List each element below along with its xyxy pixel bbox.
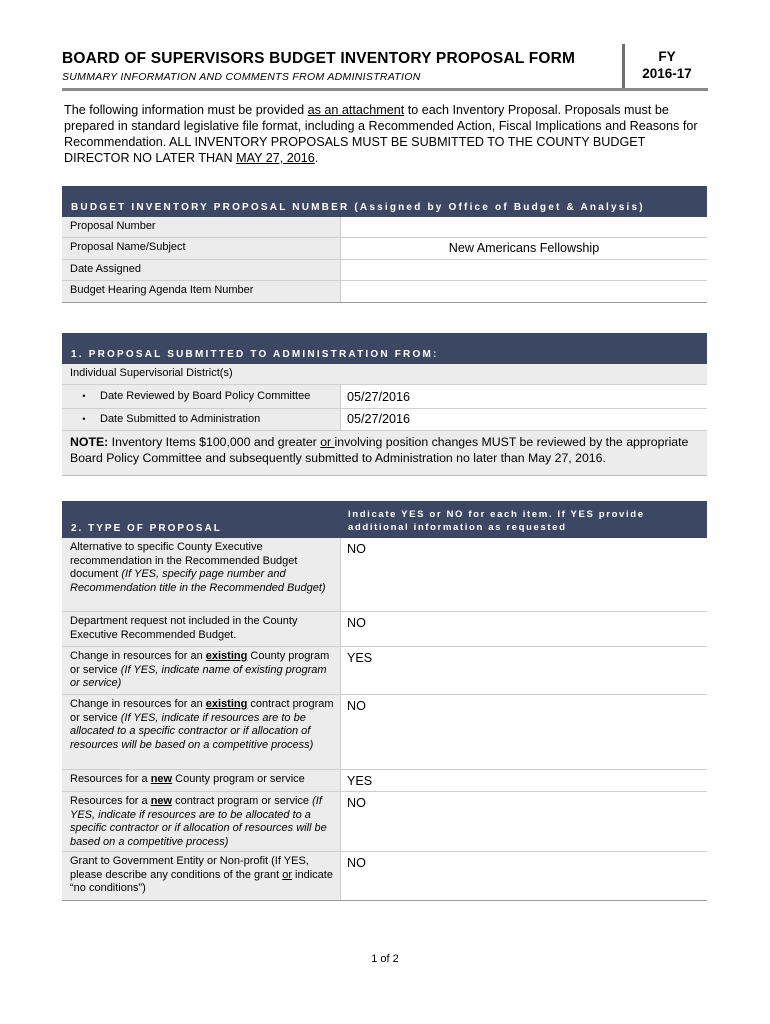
note-label: NOTE: <box>70 435 109 449</box>
existing-county-answer[interactable]: YES <box>347 651 373 665</box>
section-2-heading-left: 2. TYPE OF PROPOSAL <box>71 523 222 534</box>
item-bold: new <box>150 773 173 785</box>
form-header <box>62 44 708 91</box>
proposal-number-field[interactable] <box>341 217 707 237</box>
header-divider <box>622 44 625 91</box>
intro-underlined-attachment: as an attachment <box>307 103 405 117</box>
header-title-block <box>62 44 622 83</box>
existing-contract-item-label <box>62 695 341 769</box>
new-contract-answer[interactable]: NO <box>347 796 366 810</box>
item-text: Resources for a <box>70 795 151 807</box>
item-underlined: or <box>282 868 292 881</box>
date-assigned-label: Date Assigned <box>62 260 341 280</box>
department-item-label <box>62 612 341 646</box>
item-text: County program or service <box>172 773 305 785</box>
intro-paragraph <box>64 102 714 166</box>
section-2 <box>62 501 707 901</box>
item-italic: (If YES, specify page number and Recommendation title in the Recommended Budget) <box>70 568 326 594</box>
table-row <box>62 647 707 695</box>
item-text: Change in resources for an <box>70 698 206 710</box>
table-row <box>62 538 707 612</box>
new-county-answer[interactable]: YES <box>347 774 373 788</box>
item-text: Change in resources for an <box>70 650 206 662</box>
submitted-date-field[interactable]: 05/27/2016 <box>347 412 411 426</box>
table-row <box>62 612 707 647</box>
header-rule <box>62 88 708 91</box>
item-text: County program or service <box>70 650 330 676</box>
table-row <box>62 238 707 260</box>
existing-contract-answer[interactable]: NO <box>347 699 366 713</box>
proposal-number-section <box>62 186 707 303</box>
alternative-answer[interactable]: NO <box>347 542 366 556</box>
department-answer[interactable]: NO <box>347 616 366 630</box>
reviewed-row <box>62 385 707 409</box>
item-text: Alternative to specific County Executive recommendation in the Recommended Budget document <box>70 541 298 580</box>
agenda-item-label: Budget Hearing Agenda Item Number <box>62 281 341 302</box>
table-row <box>62 792 707 852</box>
bullet: • <box>82 390 86 401</box>
reviewed-date-field[interactable]: 05/27/2016 <box>347 390 411 404</box>
item-text: Department request not included in the County Executive Recommended Budget. <box>70 615 298 641</box>
item-bold: existing <box>205 698 248 710</box>
note-text-2: involving position changes MUST be reviewed by the appropriate Board Policy Committee and subsequently submitted to Administration no later than May 27, 2016. <box>70 435 689 465</box>
section-1 <box>62 333 707 476</box>
table-row <box>62 852 707 901</box>
table-row <box>62 695 707 770</box>
section-2-heading <box>62 501 707 538</box>
existing-county-item-label <box>62 647 341 694</box>
intro-text-2: to each Inventory Proposal. Proposals must be prepared in standard legislative file format, including a Recommended Action, Fiscal Implications and Reasons for Recommendation. ALL INVENTORY PROPOSALS MUST BE SUBMITTED TO THE COUNTY BUDGET DIRECTOR NO LATER THAN <box>64 103 698 165</box>
note-or: or <box>320 435 335 449</box>
note-text-1: Inventory Items $100,000 and greater <box>108 435 321 449</box>
intro-deadline: MAY 27, 2016 <box>236 151 315 165</box>
grant-answer[interactable]: NO <box>347 856 366 870</box>
section-1-heading: 1. PROPOSAL SUBMITTED TO ADMINISTRATION FROM: <box>62 333 707 364</box>
date-assigned-field[interactable] <box>341 260 707 280</box>
item-bold: existing <box>205 650 248 662</box>
submitted-row <box>62 409 707 431</box>
item-italic: (If YES, indicate name of existing program or service) <box>70 663 327 689</box>
item-italic: (If YES, indicate if resources are to be allocated to a specific contractor or if allocation of resources will be based on a competitive process) <box>70 795 327 848</box>
district-label: Individual Supervisorial District(s) <box>62 364 707 384</box>
fiscal-year-label: FY <box>658 49 676 64</box>
form-title: BOARD OF SUPERVISORS BUDGET INVENTORY PROPOSAL FORM <box>62 50 576 67</box>
table-row <box>62 217 707 238</box>
section-2-heading-right: Indicate YES or NO for each item. If YES provide additional information as requested <box>348 509 645 533</box>
policy-note <box>62 431 707 476</box>
reviewed-label-cell <box>62 385 341 408</box>
item-italic: (If YES, indicate if resources are to be allocated to a specific contractor or if allocation of resources will be based on a competitive process) <box>70 711 314 751</box>
item-text: Grant to Government Entity or Non-profit (If YES, please describe any conditions of the grant <box>70 855 309 881</box>
new-county-item-label <box>62 770 341 791</box>
new-contract-item-label <box>62 792 341 851</box>
agenda-item-field[interactable] <box>341 281 707 302</box>
proposal-name-label: Proposal Name/Subject <box>62 238 341 259</box>
reviewed-label: Date Reviewed by Board Policy Committee <box>100 389 311 402</box>
table-row <box>62 260 707 281</box>
fiscal-year-value: 2016-17 <box>642 66 692 81</box>
district-row <box>62 364 707 385</box>
proposal-name-field[interactable]: New Americans Fellowship <box>448 241 600 255</box>
page-number: 1 of 2 <box>371 953 399 965</box>
intro-text-1: The following information must be provided <box>64 103 308 117</box>
submitted-label: Date Submitted to Administration <box>100 412 261 425</box>
alternative-item-label <box>62 538 341 611</box>
item-text: contract program or service <box>70 698 334 724</box>
submitted-label-cell <box>62 409 341 430</box>
fiscal-year-block <box>626 48 708 82</box>
table-row <box>62 281 707 303</box>
item-text: Resources for a <box>70 773 151 785</box>
bullet: • <box>82 413 86 424</box>
proposal-number-heading: BUDGET INVENTORY PROPOSAL NUMBER (Assigned by Office of Budget & Analysis) <box>62 186 707 217</box>
item-text: indicate “no conditions”) <box>70 868 333 894</box>
item-text: contract program or service <box>172 795 313 807</box>
proposal-number-label: Proposal Number <box>62 217 341 237</box>
table-row <box>62 770 707 792</box>
item-bold: new <box>150 795 173 807</box>
form-subtitle: SUMMARY INFORMATION AND COMMENTS FROM ADMINISTRATION <box>62 71 421 83</box>
intro-end: . <box>314 151 319 165</box>
grant-item-label <box>62 852 341 900</box>
